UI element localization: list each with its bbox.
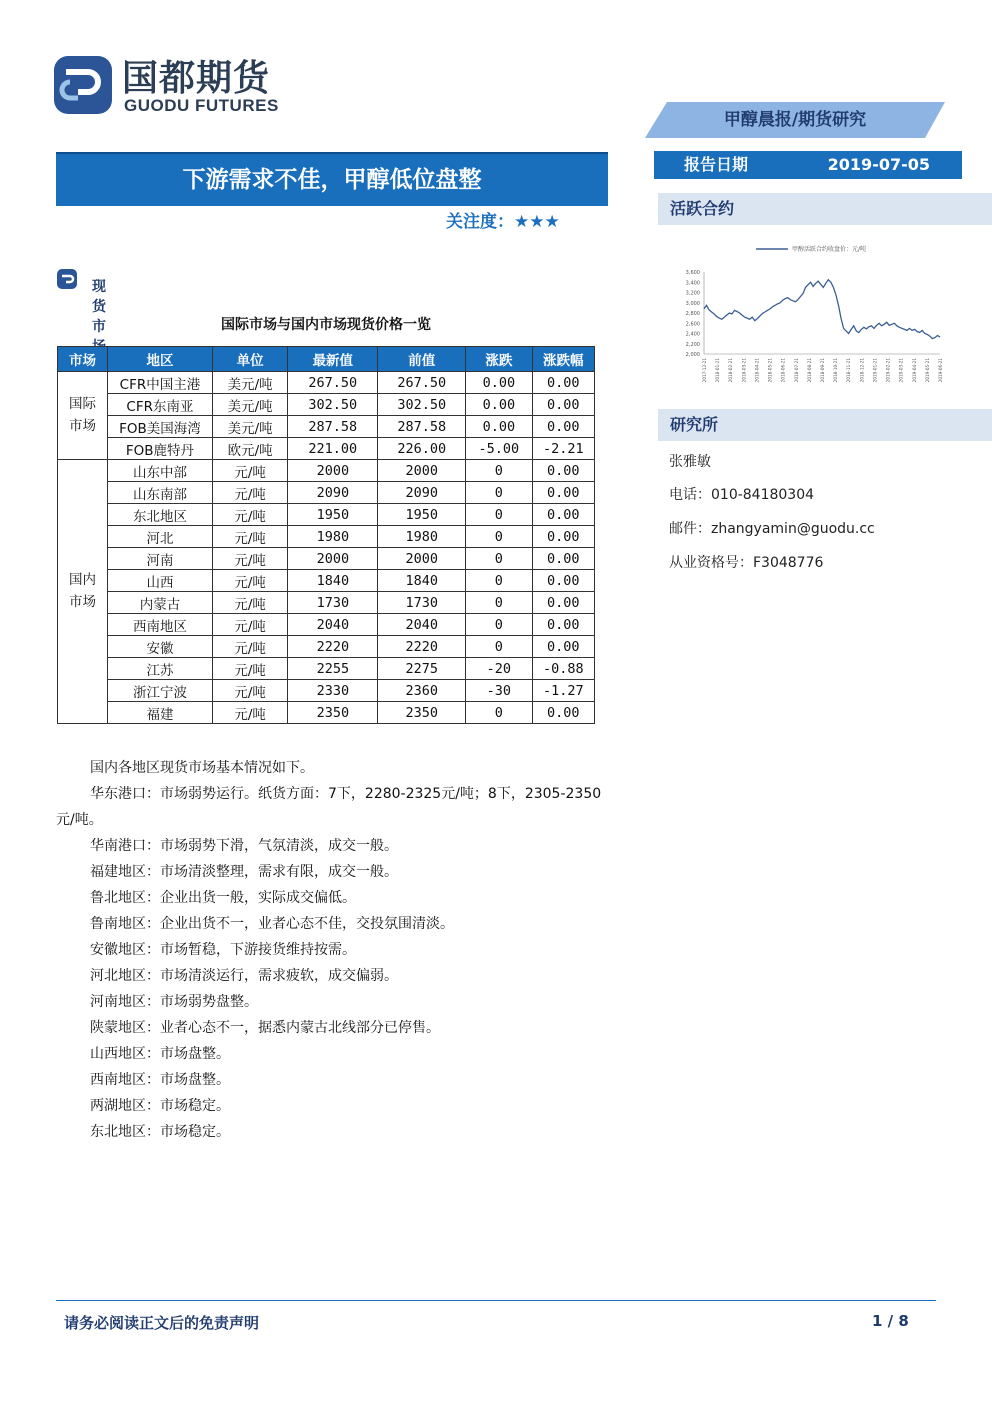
section-bullet-icon xyxy=(56,268,78,290)
table-cell: 302.50 xyxy=(288,394,378,416)
table-header-cell: 涨跌 xyxy=(466,347,532,372)
table-row xyxy=(58,504,595,526)
table-cell: 2350 xyxy=(378,702,466,724)
table-cell: 美元/吨 xyxy=(212,372,287,394)
series-line xyxy=(704,280,940,339)
research-header xyxy=(658,409,992,441)
commentary-paragraph: 河南地区：市场弱势盘整。 xyxy=(90,994,258,1010)
table-cell: 浙江宁波 xyxy=(108,680,213,702)
table-cell: 1730 xyxy=(378,592,466,614)
table-cell: 元/吨 xyxy=(212,460,287,482)
table-cell: 1730 xyxy=(288,592,378,614)
table-header-cell: 单位 xyxy=(212,347,287,372)
table-cell: -0.88 xyxy=(532,658,594,680)
commentary-paragraph: 国内各地区现货市场基本情况如下。 xyxy=(90,760,314,776)
table-cell: 0.00 xyxy=(532,702,594,724)
table-row xyxy=(58,680,595,702)
table-cell: -5.00 xyxy=(466,438,532,460)
table-header-cell: 涨跌幅 xyxy=(532,347,594,372)
x-tick-label: 2018-02-21 xyxy=(728,358,734,383)
table-cell: 元/吨 xyxy=(212,636,287,658)
table-cell: 0.00 xyxy=(532,482,594,504)
table-cell: 0.00 xyxy=(532,372,594,394)
table-cell: 267.50 xyxy=(288,372,378,394)
table-cell: 元/吨 xyxy=(212,680,287,702)
chart-legend: 甲醇活跃合约收盘价：元/吨 xyxy=(792,246,867,253)
y-tick-label: 3,000 xyxy=(685,300,700,307)
table-cell: 0 xyxy=(466,636,532,658)
table-cell: 226.00 xyxy=(378,438,466,460)
table-cell: 2220 xyxy=(288,636,378,658)
table-title: 国际市场与国内市场现货价格一览 xyxy=(221,317,431,333)
logo-name-cn: 国都期货 xyxy=(122,58,271,99)
x-tick-label: 2018-08-21 xyxy=(806,358,812,383)
table-cell: 2000 xyxy=(378,548,466,570)
table-header-cell: 市场 xyxy=(58,347,108,372)
commentary-paragraph: 山西地区：市场盘整。 xyxy=(90,1046,230,1062)
table-cell: 2040 xyxy=(288,614,378,636)
table-row xyxy=(58,636,595,658)
spot-price-table xyxy=(57,346,595,724)
y-tick-label: 3,600 xyxy=(685,270,700,276)
x-tick-label: 2019-03-21 xyxy=(898,358,904,383)
active-contract-title: 活跃合约 xyxy=(670,199,735,218)
focus-label: 关注度： xyxy=(446,212,514,232)
x-tick-label: 2018-12-21 xyxy=(859,358,865,383)
table-row xyxy=(58,592,595,614)
report-date-label: 报告日期 xyxy=(684,155,749,174)
table-cell: 西南地区 xyxy=(108,614,213,636)
commentary-paragraph: 华东港口：市场弱势运行。纸货方面：7下，2280-2325元/吨；8下，2305-2350元/吨。 xyxy=(56,786,602,828)
table-row xyxy=(58,658,595,680)
focus-stars-icon: ★★★ xyxy=(514,212,560,232)
x-tick-label: 2018-11-21 xyxy=(846,358,852,383)
table-cell: 221.00 xyxy=(288,438,378,460)
table-row xyxy=(58,570,595,592)
focus-rating xyxy=(446,207,560,232)
table-cell: 山东南部 xyxy=(108,482,213,504)
commentary-paragraph: 西南地区：市场盘整。 xyxy=(90,1072,230,1088)
x-tick-label: 2019-02-21 xyxy=(885,358,891,383)
table-cell: 1980 xyxy=(288,526,378,548)
table-cell: 2040 xyxy=(378,614,466,636)
analyst-name: 张雅敏 xyxy=(669,454,711,470)
table-header-row xyxy=(58,347,595,372)
table-cell: 2350 xyxy=(288,702,378,724)
table-cell: 2090 xyxy=(288,482,378,504)
table-cell: FOB美国海湾 xyxy=(108,416,213,438)
table-cell: 1950 xyxy=(288,504,378,526)
table-row xyxy=(58,548,595,570)
table-cell: 0 xyxy=(466,570,532,592)
table-cell: -2.21 xyxy=(532,438,594,460)
table-row xyxy=(58,394,595,416)
logo-mark-icon xyxy=(52,54,114,116)
table-cell: 0.00 xyxy=(532,526,594,548)
table-cell: 0 xyxy=(466,548,532,570)
table-row xyxy=(58,526,595,548)
table-cell: 元/吨 xyxy=(212,526,287,548)
y-tick-label: 2,400 xyxy=(685,331,700,338)
commentary-paragraph: 鲁北地区：企业出货一般，实际成交偏低。 xyxy=(90,890,356,906)
table-cell: 302.50 xyxy=(378,394,466,416)
footer-divider xyxy=(56,1300,936,1301)
market-commentary xyxy=(56,755,606,1145)
disclaimer-link[interactable]: 请务必阅读正文后的免责声明 xyxy=(64,1314,260,1332)
table-cell: 0.00 xyxy=(532,592,594,614)
table-cell: 0.00 xyxy=(532,548,594,570)
table-cell: 美元/吨 xyxy=(212,394,287,416)
commentary-paragraph: 陕蒙地区：业者心态不一，据悉内蒙古北线部分已停售。 xyxy=(90,1020,440,1036)
chart-series-group xyxy=(704,280,940,339)
table-header-cell: 最新值 xyxy=(288,347,378,372)
report-type-ribbon xyxy=(645,102,945,138)
y-tick-label: 2,200 xyxy=(685,341,700,348)
table-cell: FOB鹿特丹 xyxy=(108,438,213,460)
x-tick-label: 2019-01-21 xyxy=(872,358,878,383)
table-cell: 元/吨 xyxy=(212,570,287,592)
table-cell: -1.27 xyxy=(532,680,594,702)
table-cell: 287.58 xyxy=(288,416,378,438)
table-cell: -30 xyxy=(466,680,532,702)
page-title: 下游需求不佳，甲醇低位盘整 xyxy=(182,167,482,193)
table-cell: 287.58 xyxy=(378,416,466,438)
table-cell: 0 xyxy=(466,592,532,614)
table-cell: 0 xyxy=(466,504,532,526)
table-cell: 江苏 xyxy=(108,658,213,680)
commentary-paragraph: 鲁南地区：企业出货不一，业者心态不佳，交投氛围清淡。 xyxy=(90,916,454,932)
table-cell: 0 xyxy=(466,460,532,482)
commentary-paragraph: 福建地区：市场清淡整理，需求有限，成交一般。 xyxy=(90,864,398,880)
chart-y-axis xyxy=(686,270,940,358)
spot-section-title: 现货市 xyxy=(92,279,106,335)
report-date-bar xyxy=(654,151,962,179)
table-cell: 1980 xyxy=(378,526,466,548)
report-date-value: 2019-07-05 xyxy=(827,155,930,174)
table-cell: 福建 xyxy=(108,702,213,724)
table-cell: 0.00 xyxy=(532,416,594,438)
analyst-phone: 电话：010-84180304 xyxy=(669,487,815,503)
table-cell: 2275 xyxy=(378,658,466,680)
title-banner xyxy=(56,152,608,206)
analyst-email[interactable]: 邮件：zhangyamin@guodu.cc xyxy=(669,521,875,537)
table-row xyxy=(58,416,595,438)
chart-x-axis xyxy=(702,358,943,383)
research-title: 研究所 xyxy=(670,415,719,434)
table-cell: 267.50 xyxy=(378,372,466,394)
table-cell: 1840 xyxy=(288,570,378,592)
table-cell: 元/吨 xyxy=(212,658,287,680)
analyst-license: 从业资格号：F3048776 xyxy=(669,555,824,571)
x-tick-label: 2019-04-21 xyxy=(911,358,917,383)
table-cell: 东北地区 xyxy=(108,504,213,526)
market-group-cell: 国际 市场 xyxy=(58,372,108,460)
table-cell: 元/吨 xyxy=(212,592,287,614)
table-cell: 0 xyxy=(466,482,532,504)
commentary-paragraph: 华南港口：市场弱势下滑，气氛清淡，成交一般。 xyxy=(90,838,398,854)
table-cell: 元/吨 xyxy=(212,614,287,636)
table-cell: 0.00 xyxy=(532,570,594,592)
table-cell: CFR东南亚 xyxy=(108,394,213,416)
table-cell: 2330 xyxy=(288,680,378,702)
x-tick-label: 2018-04-21 xyxy=(754,358,760,383)
table-header-cell: 前值 xyxy=(378,347,466,372)
table-cell: 内蒙古 xyxy=(108,592,213,614)
commentary-paragraph: 安徽地区：市场暂稳，下游接货维持按需。 xyxy=(90,942,356,958)
y-tick-label: 2,600 xyxy=(685,321,700,328)
table-row xyxy=(58,702,595,724)
table-cell: 0.00 xyxy=(532,504,594,526)
table-cell: 1840 xyxy=(378,570,466,592)
table-cell: 山东中部 xyxy=(108,460,213,482)
table-row xyxy=(58,482,595,504)
x-tick-label: 2018-05-21 xyxy=(767,358,773,383)
table-cell: 元/吨 xyxy=(212,482,287,504)
table-cell: 2255 xyxy=(288,658,378,680)
table-cell: 0.00 xyxy=(532,460,594,482)
table-row xyxy=(58,438,595,460)
company-logo xyxy=(52,50,302,120)
table-cell: 0.00 xyxy=(532,636,594,658)
table-cell: 2220 xyxy=(378,636,466,658)
table-cell: 0 xyxy=(466,614,532,636)
x-tick-label: 2018-10-21 xyxy=(833,358,839,383)
table-cell: 元/吨 xyxy=(212,548,287,570)
table-cell: 元/吨 xyxy=(212,504,287,526)
table-cell: 0.00 xyxy=(466,416,532,438)
table-cell: 河南 xyxy=(108,548,213,570)
table-cell: 美元/吨 xyxy=(212,416,287,438)
table-cell: 欧元/吨 xyxy=(212,438,287,460)
table-row xyxy=(58,460,595,482)
x-tick-label: 2019-06-21 xyxy=(938,358,943,383)
table-cell: 1950 xyxy=(378,504,466,526)
table-cell: 0.00 xyxy=(466,394,532,416)
y-tick-label: 2,800 xyxy=(685,311,700,317)
x-tick-label: 2018-07-21 xyxy=(793,358,799,383)
table-cell: 2360 xyxy=(378,680,466,702)
table-cell: 0.00 xyxy=(466,372,532,394)
table-cell: CFR中国主港 xyxy=(108,372,213,394)
x-tick-label: 2017-12-21 xyxy=(702,358,707,383)
table-cell: -20 xyxy=(466,658,532,680)
active-contract-chart xyxy=(662,238,952,398)
table-cell: 2090 xyxy=(378,482,466,504)
table-cell: 2000 xyxy=(288,548,378,570)
table-cell: 0.00 xyxy=(532,394,594,416)
x-tick-label: 2018-01-21 xyxy=(715,358,721,383)
table-row xyxy=(58,614,595,636)
table-row xyxy=(58,372,595,394)
table-cell: 元/吨 xyxy=(212,702,287,724)
commentary-paragraph: 东北地区：市场稳定。 xyxy=(90,1124,230,1140)
table-cell: 0 xyxy=(466,526,532,548)
active-contract-header xyxy=(658,193,992,225)
table-header-cell: 地区 xyxy=(108,347,213,372)
table-cell: 河北 xyxy=(108,526,213,548)
logo-name-en: GUODU FUTURES xyxy=(124,96,279,115)
y-tick-label: 3,200 xyxy=(685,290,700,297)
table-cell: 2000 xyxy=(288,460,378,482)
table-cell: 2000 xyxy=(378,460,466,482)
y-tick-label: 3,400 xyxy=(685,280,700,287)
commentary-paragraph: 河北地区：市场清淡运行，需求疲软，成交偏弱。 xyxy=(90,968,398,984)
market-group-cell: 国内 市场 xyxy=(58,460,108,724)
table-cell: 0 xyxy=(466,702,532,724)
x-tick-label: 2018-09-21 xyxy=(820,358,825,383)
x-tick-label: 2018-03-21 xyxy=(741,358,747,383)
x-tick-label: 2018-06-21 xyxy=(780,358,786,383)
x-tick-label: 2019-05-21 xyxy=(924,358,930,383)
page-number: 1 / 8 xyxy=(872,1312,909,1330)
ribbon-text: 甲醇晨报/期货研究 xyxy=(723,110,867,130)
table-cell: 0.00 xyxy=(532,614,594,636)
table-cell: 安徽 xyxy=(108,636,213,658)
y-tick-label: 2,000 xyxy=(685,352,700,358)
commentary-paragraph: 两湖地区：市场稳定。 xyxy=(90,1098,230,1114)
table-cell: 山西 xyxy=(108,570,213,592)
